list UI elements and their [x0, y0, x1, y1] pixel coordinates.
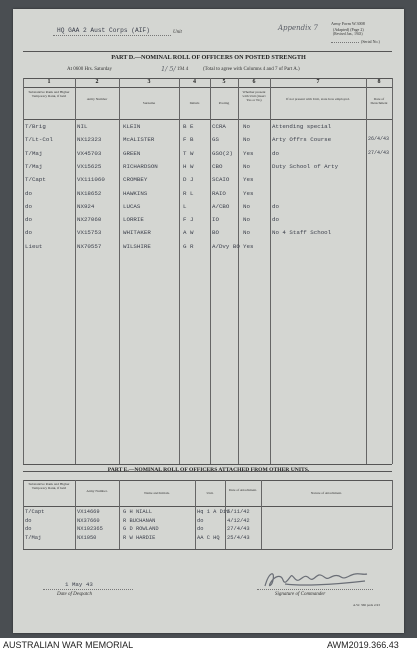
cell-initials: A W: [183, 229, 194, 237]
despatch-date: 1 May 43: [65, 581, 93, 588]
cell-attachment-date: 4/12/42: [227, 517, 250, 524]
print-note: A.W. 366 pads 2/43: [353, 603, 380, 607]
cell-surname: HAWKINS: [123, 189, 148, 197]
cell-attachment-date: 25/4/43: [227, 534, 250, 541]
roll-year: 194 4: [177, 67, 189, 72]
cell-surname: LORRIE: [123, 216, 144, 224]
col-header-present: Whether present with Unit (insert Yes or No): [242, 90, 266, 102]
cell-posting: BO: [212, 229, 219, 237]
cell-present: Yes: [243, 176, 254, 184]
col-num-2: 2: [95, 79, 99, 85]
form-page: [13, 9, 404, 633]
cell-initials: L: [183, 202, 187, 210]
cell-army-number: NX924: [77, 202, 95, 210]
col-num-4: 4: [193, 79, 196, 85]
cell-present: Yes: [243, 189, 254, 197]
part-d-title: PART D.—NOMINAL ROLL OF OFFICERS ON POSTED STRENGTH: [111, 54, 306, 61]
col-header-employed: If not present with Unit, state how employed.: [286, 97, 350, 101]
e-header-army-number: Army Number.: [86, 489, 108, 493]
cell-employed: do: [272, 149, 279, 157]
cell-present: No: [243, 216, 250, 224]
cell-surname: GREEN: [123, 149, 141, 157]
cell-posting: CCRA: [212, 123, 226, 130]
cell-present: No: [243, 162, 250, 170]
col-header-detachment: Date of Detachment: [370, 97, 388, 105]
cell-employed: Attending special: [272, 123, 332, 130]
cell-rank: T/Lt-Col: [25, 136, 53, 144]
cell-rank: do: [25, 229, 32, 237]
cell-surname: WILSHIRE: [123, 242, 151, 250]
cell-posting: GS: [212, 136, 219, 144]
cell-rank: do: [25, 189, 32, 197]
cell-initials: T W: [183, 149, 194, 157]
cell-rank: T/Maj: [25, 149, 43, 157]
cell-employed: Duty School of Arty: [272, 162, 339, 170]
e-header-unit: Unit.: [206, 491, 214, 495]
cell-initials: G R: [183, 242, 194, 250]
col-num-6: 6: [252, 79, 256, 85]
cell-detachment-date: 26/4/43: [368, 136, 390, 143]
col-num-5: 5: [222, 79, 226, 85]
cell-surname: McALISTER: [123, 136, 155, 144]
serial-label: (Serial No.): [361, 39, 380, 44]
cell-surname: RICHARDSON: [123, 162, 158, 170]
unit-label: Unit: [173, 30, 182, 35]
e-header-rank: Substantive Rank and Higher Temporary Rank, if held: [28, 482, 70, 490]
cell-employed: do: [272, 202, 279, 210]
total-note: (Total to agree with Columns 4 and 7 of Part A.): [203, 67, 300, 72]
cell-present: Yes: [243, 242, 254, 250]
col-num-1: 1: [47, 79, 51, 85]
cell-name: R BUCHANAN: [123, 517, 156, 524]
cell-rank: T/Maj: [25, 534, 42, 541]
cell-present: No: [243, 229, 250, 237]
archive-reference: AWM2019.366.43: [327, 640, 399, 650]
cell-posting: A/CBO: [212, 202, 230, 210]
cell-army-number: NX1050: [77, 534, 97, 541]
cell-army-number: NX70557: [77, 242, 102, 250]
cell-army-number: VX111060: [77, 176, 105, 184]
cell-surname: CROMBEY: [123, 176, 148, 184]
at-hours-line: At 0600 Hrs. Saturday: [67, 67, 112, 72]
appendix-note: Appendix 7: [278, 24, 319, 32]
cell-rank: do: [25, 517, 32, 524]
roll-date: 1/ 5/: [161, 65, 176, 73]
cell-unit: do: [197, 526, 204, 533]
cell-unit: do: [197, 517, 204, 524]
cell-posting: GSO(2): [212, 149, 233, 157]
cell-posting: IO: [212, 216, 219, 224]
cell-rank: do: [25, 526, 32, 533]
commander-label: Signature of Commander: [275, 592, 326, 597]
cell-rank: T/Capt: [25, 509, 45, 515]
cell-present: No: [243, 136, 250, 144]
archive-footer: [0, 638, 417, 653]
cell-posting: CBO: [212, 162, 223, 170]
cell-posting: RAIO: [212, 189, 226, 197]
col-num-3: 3: [147, 79, 151, 85]
cell-initials: R L: [183, 189, 194, 197]
cell-initials: F J: [183, 216, 194, 224]
cell-rank: T/Capt: [25, 176, 46, 184]
cell-initials: H W: [183, 162, 194, 170]
cell-attachment-date: 5/11/42: [227, 509, 250, 515]
cell-present: No: [243, 202, 250, 210]
e-header-date: Date of Attachment.: [228, 488, 258, 492]
col-header-rank: Substantive Rank and Higher Temporary Rank, if held: [28, 90, 70, 98]
cell-army-number: NIL: [77, 123, 88, 130]
cell-detachment-date: 27/4/43: [368, 149, 390, 156]
cell-initials: D J: [183, 176, 194, 184]
cell-army-number: VX15753: [77, 229, 102, 237]
cell-unit: AA C HQ: [197, 534, 220, 541]
cell-name: R W HARDIE: [123, 534, 156, 541]
cell-present: Yes: [243, 149, 254, 157]
cell-rank: do: [25, 216, 32, 224]
cell-posting: SCAIO: [212, 176, 230, 184]
form-adapted: (Adapted) (Page 2): [333, 27, 364, 32]
cell-present: No: [243, 123, 250, 130]
cell-army-number: NX37660: [77, 517, 100, 524]
col-header-army-number: Army Number: [86, 97, 108, 101]
cell-rank: T/Brig: [25, 123, 46, 130]
form-revised: (Revised Jan., 1943): [333, 32, 363, 36]
despatch-label: Date of Despatch: [57, 592, 92, 597]
form-number: Army Form W.3008: [331, 21, 365, 26]
cell-employed: Arty Offrs Course: [272, 136, 332, 144]
cell-army-number: NX27060: [77, 216, 102, 224]
cell-army-number: VX45703: [77, 149, 102, 157]
cell-army-number: VX14669: [77, 509, 100, 515]
cell-rank: Lieut: [25, 242, 43, 250]
unit-name: HQ GAA 2 Aust Corps (AIF): [57, 27, 150, 34]
cell-rank: do: [25, 202, 32, 210]
cell-surname: LUCAS: [123, 202, 141, 210]
cell-surname: KLEIN: [123, 123, 141, 130]
col-num-7: 7: [316, 79, 320, 85]
cell-army-number: NX12323: [77, 136, 102, 144]
cell-employed: No 4 Staff School: [272, 229, 332, 237]
archive-name: AUSTRALIAN WAR MEMORIAL: [3, 640, 134, 650]
col-num-8: 8: [377, 79, 381, 85]
cell-unit: Hq 1 A Div: [197, 509, 230, 515]
col-header-surname: Surname: [142, 101, 156, 105]
cell-rank: T/Maj: [25, 162, 43, 170]
col-header-initials: Initials: [189, 101, 200, 105]
cell-army-number: NX102365: [77, 526, 103, 533]
cell-surname: WHITAKER: [123, 229, 151, 237]
cell-employed: do: [272, 216, 279, 224]
cell-initials: F B: [183, 136, 194, 144]
cell-attachment-date: 27/4/43: [227, 526, 250, 533]
cell-name: G D ROWLAND: [123, 526, 159, 533]
e-header-name: Name and Initials.: [144, 491, 170, 495]
part-e-title: PART E.—NOMINAL ROLL OF OFFICERS ATTACHED FROM OTHER UNITS.: [107, 467, 310, 473]
cell-army-number: NX18652: [77, 189, 102, 197]
cell-initials: B E: [183, 123, 194, 130]
cell-name: G H NIALL: [123, 509, 153, 515]
col-header-posting: Posting: [218, 101, 230, 105]
cell-posting: A/Dvy BO: [212, 242, 240, 250]
cell-army-number: VX15625: [77, 162, 102, 170]
e-header-nature: Nature of Attachment.: [310, 491, 343, 495]
